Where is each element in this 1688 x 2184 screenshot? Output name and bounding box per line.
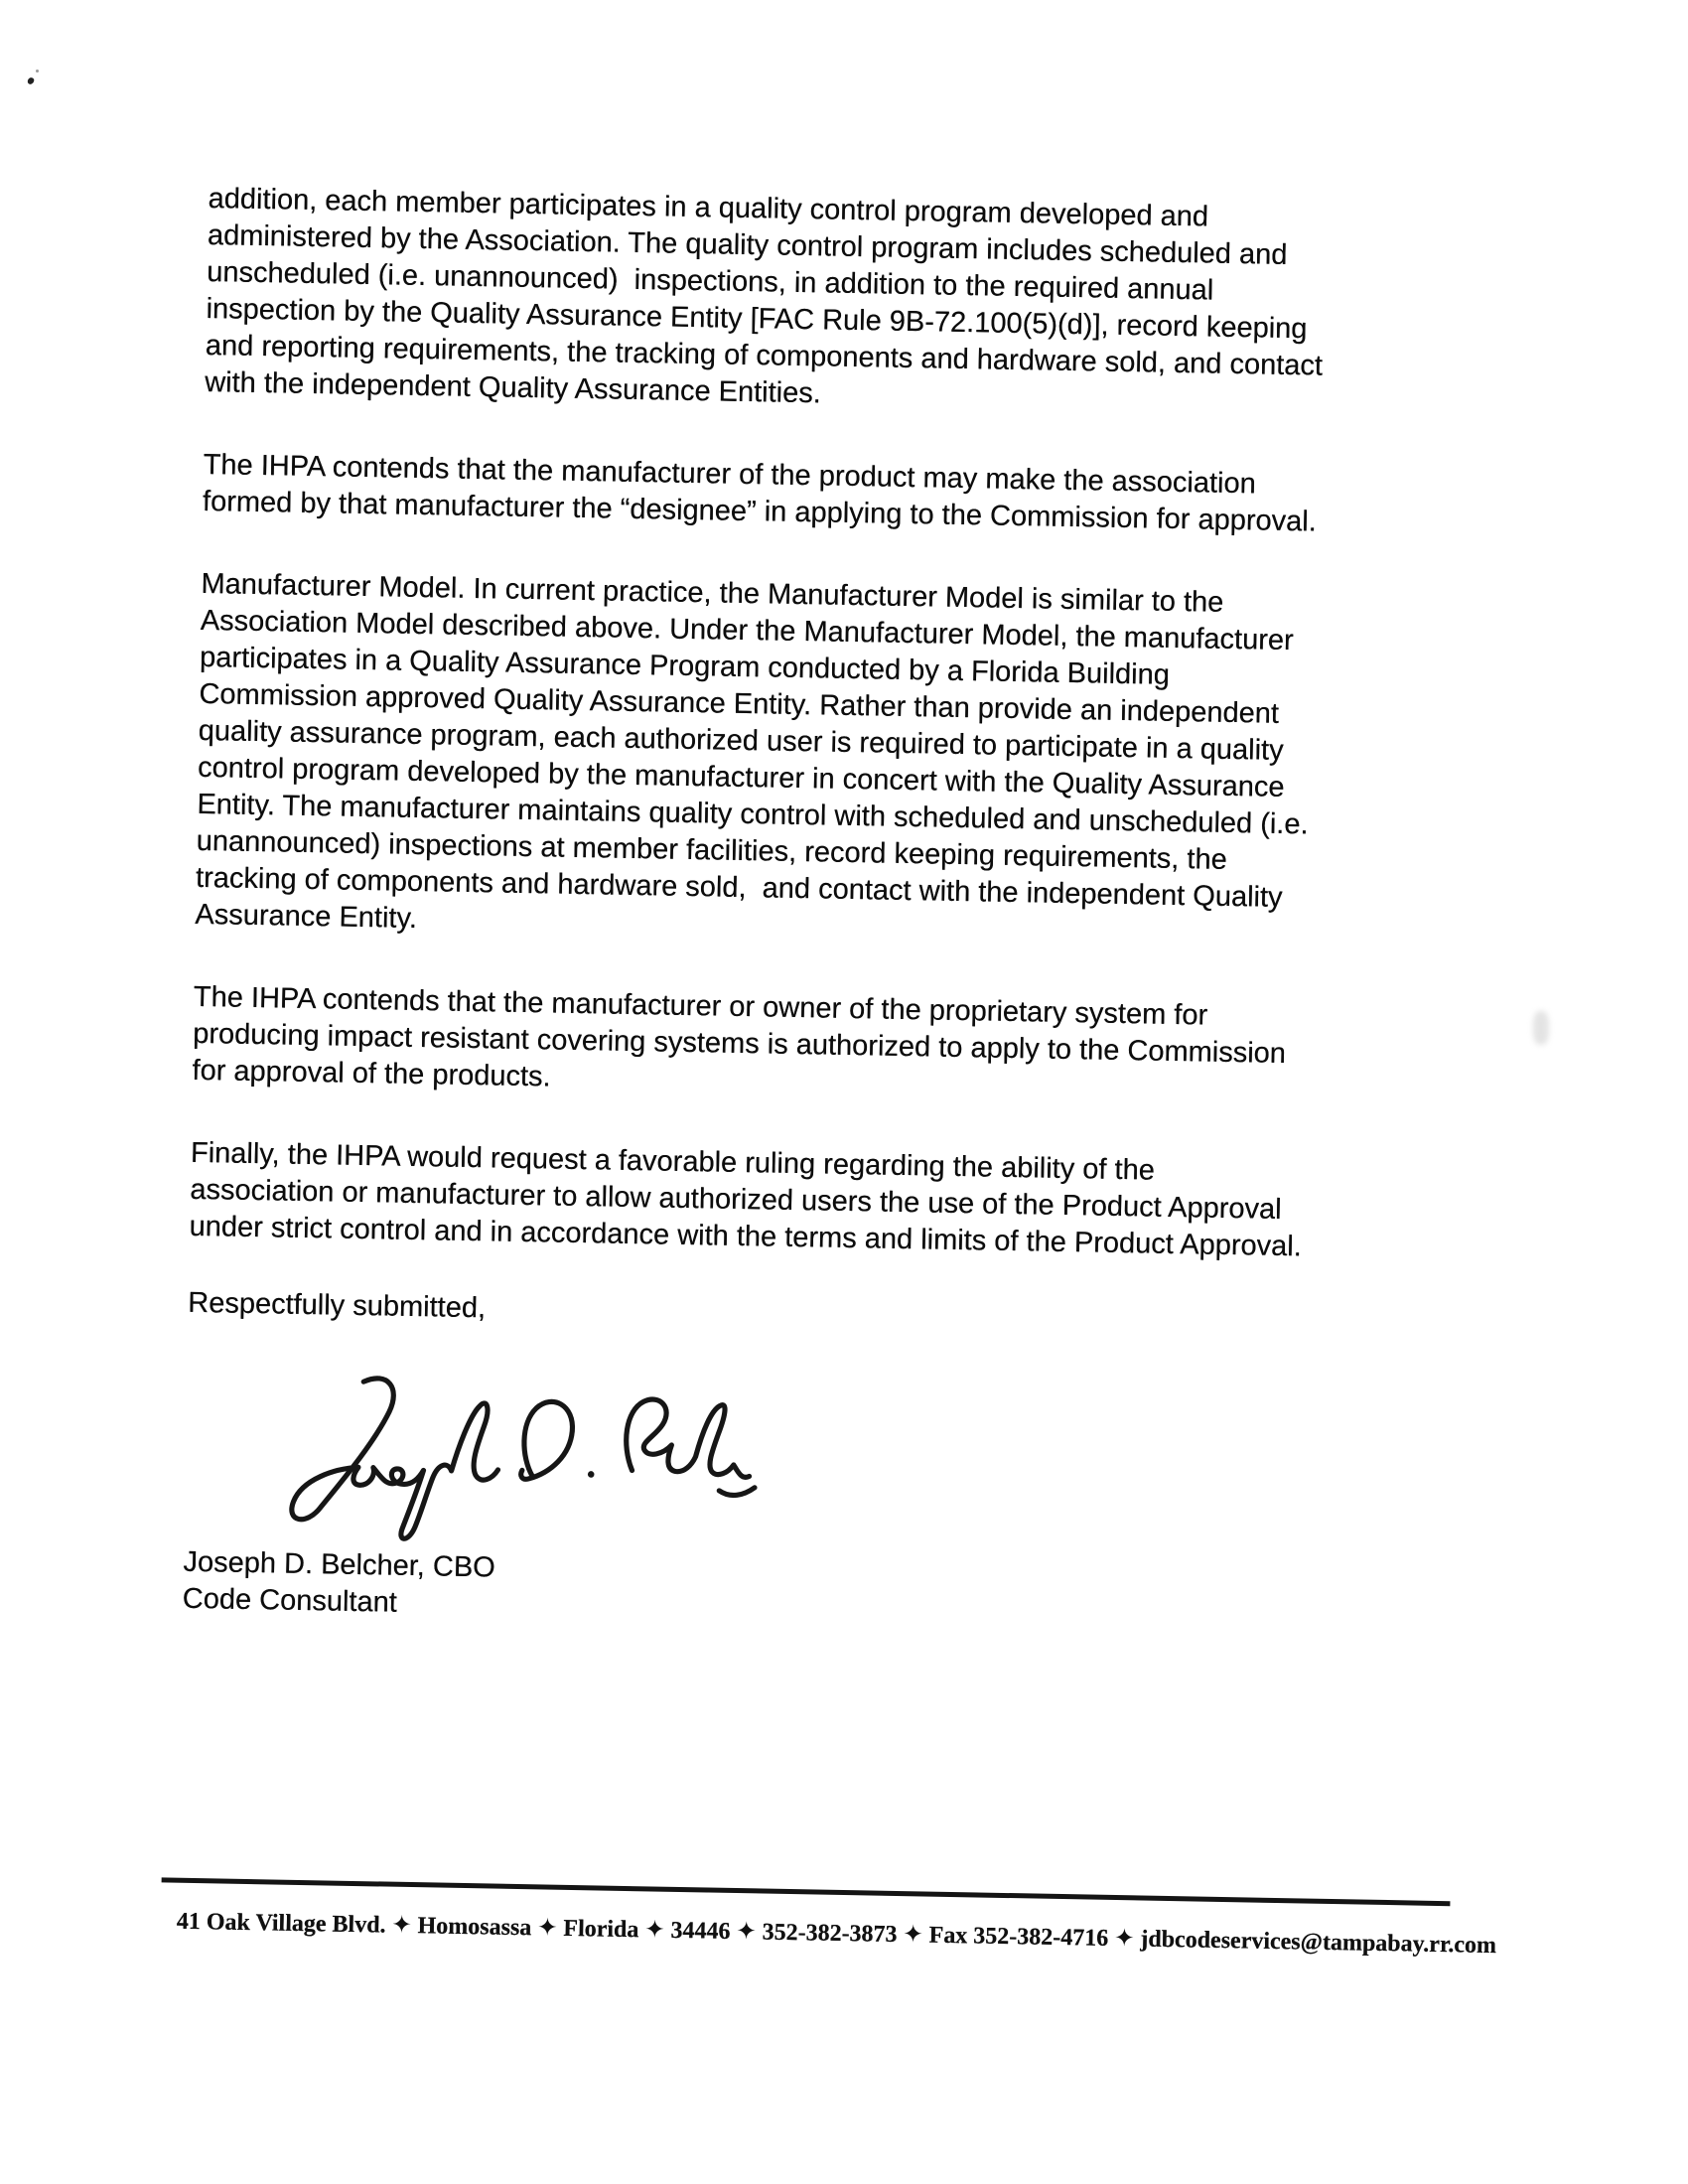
paragraph-ihpa-designee: The IHPA contends that the manufacturer of the product may make the association formed by that manufacturer the “designee” in applying to the Commission for approval.: [202, 448, 1318, 538]
paragraph-finally-request: Finally, the IHPA would request a favorable ruling regarding the ability of the association or manufacturer to allow authorized users the use of the Product Approval under strict control and in accordance with the terms and limits of the Product Approval.: [189, 1136, 1303, 1263]
paragraph-association-quality-control: addition, each member participates in a quality control program developed and administered by the Association. The quality control program includes scheduled and unscheduled (i.e. unannounced) inspections, in addition to the required annual inspection by the Quality Assurance Entity [FAC Rule 9B-72.100(5)(d)], record keeping and reporting requirements, the tracking of components and hardware sold, and contact with the independent Quality Assurance Entities.: [204, 182, 1324, 410]
paragraph-ihpa-proprietary-system: The IHPA contends that the manufacturer or owner of the proprietary system for producing impact resistant covering systems is authorized to apply to the Commission for approval of the products.: [192, 980, 1287, 1093]
signature-block: [252, 1367, 767, 1525]
footer-contact-line: 41 Oak Village Blvd. ✦ Homosassa ✦ Florida ✦ 34446 ✦ 352-382-3873 ✦ Fax 352-382-4716 ✦ jdbcodeservices@tampabay.rr.com: [176, 1908, 1497, 1960]
signer-title: Code Consultant: [182, 1582, 398, 1619]
scan-speck: [36, 70, 39, 73]
signature-icon: [252, 1367, 767, 1525]
signer-name: Joseph D. Belcher, CBO: [183, 1545, 496, 1584]
closing-line: Respectfully submitted,: [187, 1286, 487, 1325]
scan-speck: [27, 76, 35, 85]
footer-divider: [162, 1877, 1451, 1906]
paragraph-manufacturer-model: Manufacturer Model. In current practice, the Manufacturer Model is similar to the Association Model described above. Under the Manufacturer Model, the manufacturer participates in a Quality Assurance Program conducted by a Florida Building Commission approved Quality Assurance Entity. Rather than provide an independent quality assurance program, each authorized user is required to participate in a quality control program developed by the manufacturer in concert with the Quality Assurance Entity. The manufacturer maintains quality control with scheduled and unscheduled (i.e. unannounced) inspections at member facilities, record keeping requirements, the tracking of components and hardware sold, and contact with the independent Quality Assurance Entity.: [195, 567, 1309, 935]
letter-body: [177, 181, 1559, 1962]
